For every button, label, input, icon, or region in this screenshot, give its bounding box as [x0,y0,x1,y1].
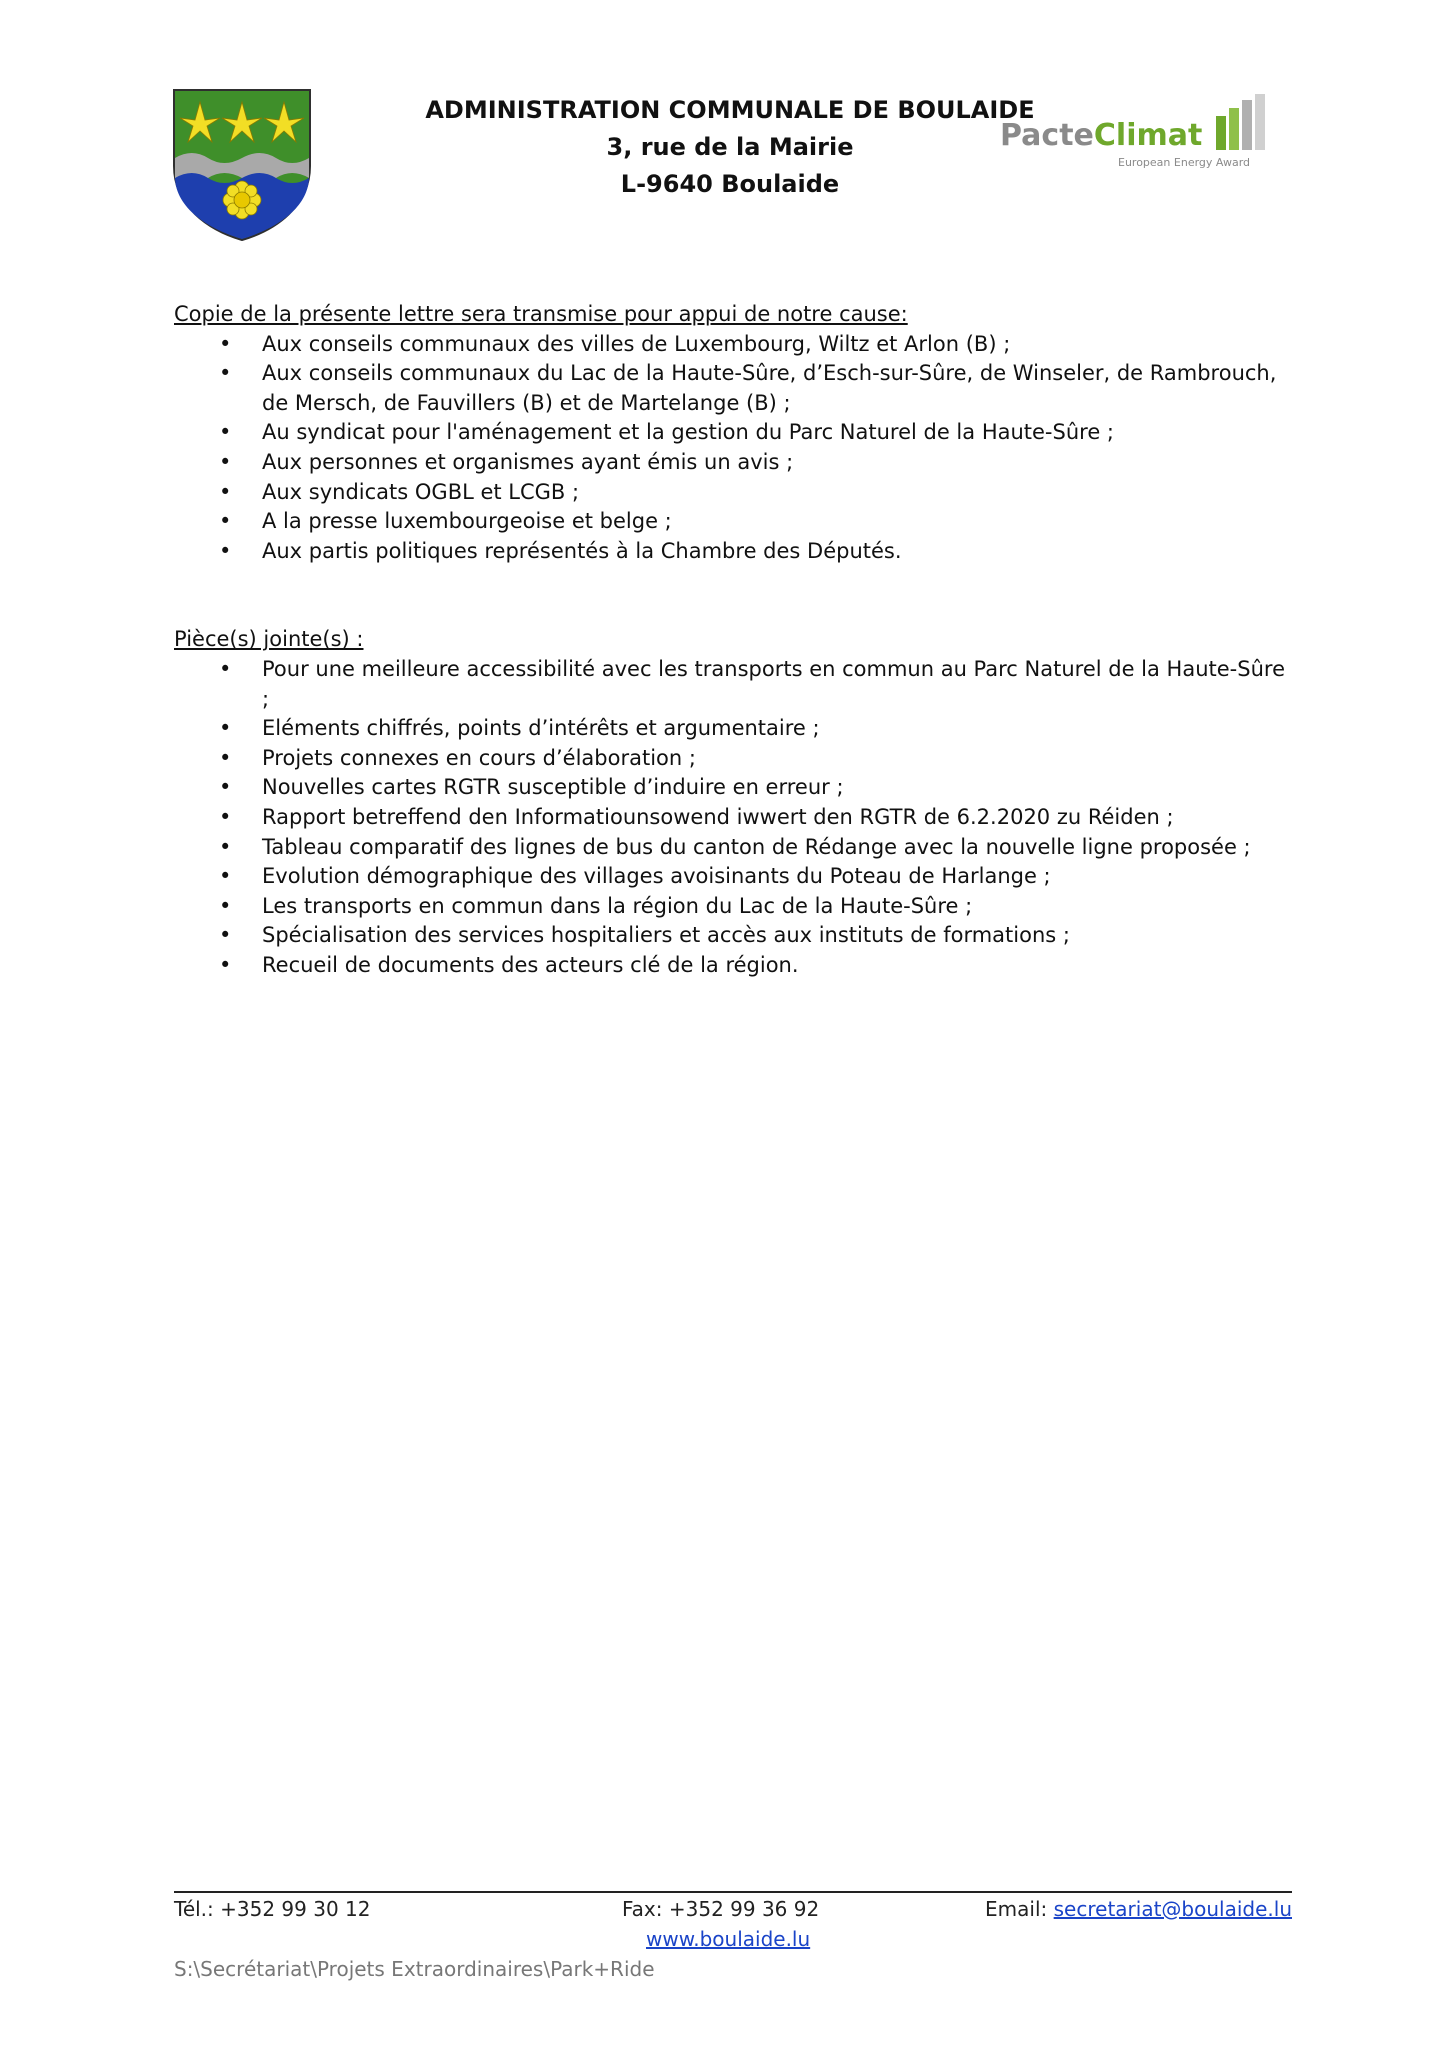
footer-divider [174,1891,1292,1893]
email-link[interactable]: secretariat@boulaide.lu [1053,1897,1292,1921]
list-item: • Projets connexes en cours d’élaboration ; [174,744,1294,774]
copy-heading: Copie de la présente lettre sera transmise pour appui de notre cause: [174,302,908,326]
copy-list [174,330,1294,567]
file-path: S:\Secrétariat\Projets Extraordinaires\Park+Ride [174,1957,655,1981]
list-item: • Aux conseils communaux des villes de Luxembourg, Wiltz et Arlon (B) ; [174,330,1294,360]
list-item: • Aux conseils communaux du Lac de la Haute-Sûre, d’Esch-sur-Sûre, de Winseler, de Rambrouch, de Mersch, de Fauvillers (B) et de Martelange (B) ; [174,359,1294,418]
list-item: • Recueil de documents des acteurs clé de la région. [174,951,1294,981]
website-link[interactable]: www.boulaide.lu [646,1927,811,1951]
list-item: • Aux personnes et organismes ayant émis un avis ; [174,448,1294,478]
pacte-climat-logo [1000,94,1280,174]
section-spacer [174,566,1294,625]
address-street: 3, rue de la Mairie [606,133,854,161]
list-item: • Pour une meilleure accessibilité avec les transports en commun au Parc Naturel de la Haute-Sûre ; [174,655,1294,714]
address-city: L-9640 Boulaide [620,170,840,198]
list-item: • Nouvelles cartes RGTR susceptible d’induire en erreur ; [174,773,1294,803]
footer-fax: Fax: +352 99 36 92 [622,1897,820,1921]
footer-phone: Tél.: +352 99 30 12 [174,1897,371,1921]
boulaide-coat-of-arms-icon [172,88,312,242]
attachments-list [174,655,1294,981]
pacte-climat-tagline: European Energy Award [1118,156,1251,169]
list-item: • Rapport betreffend den Informatiounsowend iwwert den RGTR de 6.2.2020 zu Réiden ; [174,803,1294,833]
letterhead [380,92,1080,203]
attachments-heading: Pièce(s) jointe(s) : [174,627,364,652]
list-item: • Les transports en commun dans la région du Lac de la Haute-Sûre ; [174,892,1294,922]
list-item: • Aux partis politiques représentés à la Chambre des Députés. [174,537,1294,567]
letter-body [174,300,1294,980]
org-name: ADMINISTRATION COMMUNALE DE BOULAIDE [425,96,1035,124]
email-label: Email: [985,1897,1054,1921]
list-item: • A la presse luxembourgeoise et belge ; [174,507,1294,537]
footer-email [985,1894,1292,1924]
list-item: • Eléments chiffrés, points d’intérêts et argumentaire ; [174,714,1294,744]
list-item: • Au syndicat pour l'aménagement et la gestion du Parc Naturel de la Haute-Sûre ; [174,418,1294,448]
list-item: • Evolution démographique des villages avoisinants du Poteau de Harlange ; [174,862,1294,892]
list-item: • Spécialisation des services hospitaliers et accès aux instituts de formations ; [174,921,1294,951]
pacte-climat-name: PacteClimat [1000,118,1203,153]
list-item: • Aux syndicats OGBL et LCGB ; [174,478,1294,508]
bar-chart-icon [1216,94,1266,152]
list-item: • Tableau comparatif des lignes de bus du canton de Rédange avec la nouvelle ligne proposée ; [174,833,1294,863]
